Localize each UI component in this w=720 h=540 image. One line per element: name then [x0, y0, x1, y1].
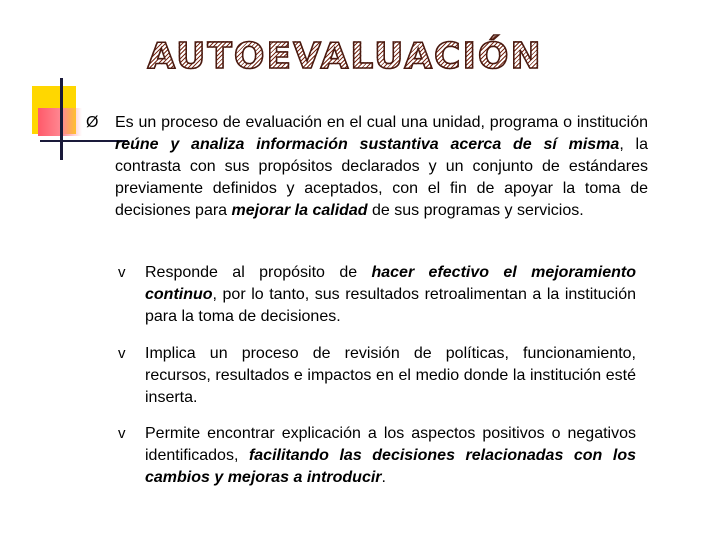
- main-text-1: Es un proceso de evaluación en el cual una unidad, programa o institución: [115, 114, 648, 131]
- decorative-vertical-line: [60, 78, 63, 160]
- bullet-item-3: [145, 423, 636, 489]
- main-paragraph: [115, 112, 648, 222]
- item-1-text-2: , por lo tanto, sus resultados retroalimentan a la institución para la toma de decisiones.: [145, 286, 636, 325]
- slide-title: [0, 36, 690, 77]
- item-1-text-1: Responde al propósito de: [145, 264, 372, 281]
- diamond-bullet-icon: v: [118, 425, 126, 442]
- main-text-2: , la contrasta con sus propósitos declarados y un conjunto de estándares previamente definidos y aceptados, con el fin de apoyar la toma de decisiones para: [115, 136, 649, 219]
- item-3-emphasis: facilitando las decisiones relacionadas con los cambios y mejoras a introducir: [145, 447, 636, 486]
- bullet-item-2: [145, 343, 636, 409]
- item-2-text-1: Implica un proceso de revisión de políticas, funcionamiento, recursos, resultados e impactos en el medio donde la institución esté inserta.: [145, 345, 636, 406]
- diamond-bullet-icon: v: [118, 264, 126, 281]
- item-1-emphasis: hacer efectivo el mejoramiento continuo: [145, 264, 637, 303]
- title-text: AUTOEVALUACIÓN: [147, 36, 543, 77]
- main-emphasis-1: reúne y analiza información sustantiva acerca de sí misma: [115, 136, 620, 153]
- main-emphasis-2: mejorar la calidad: [231, 202, 368, 219]
- item-3-text-1: Permite encontrar explicación a los aspectos positivos o negativos identificados,: [145, 425, 636, 464]
- item-3-text-2: .: [381, 469, 386, 486]
- arrow-bullet-icon: Ø: [86, 114, 99, 131]
- main-text-3: de sus programas y servicios.: [367, 202, 584, 219]
- bullet-item-1: [145, 262, 636, 328]
- diamond-bullet-icon: v: [118, 345, 126, 362]
